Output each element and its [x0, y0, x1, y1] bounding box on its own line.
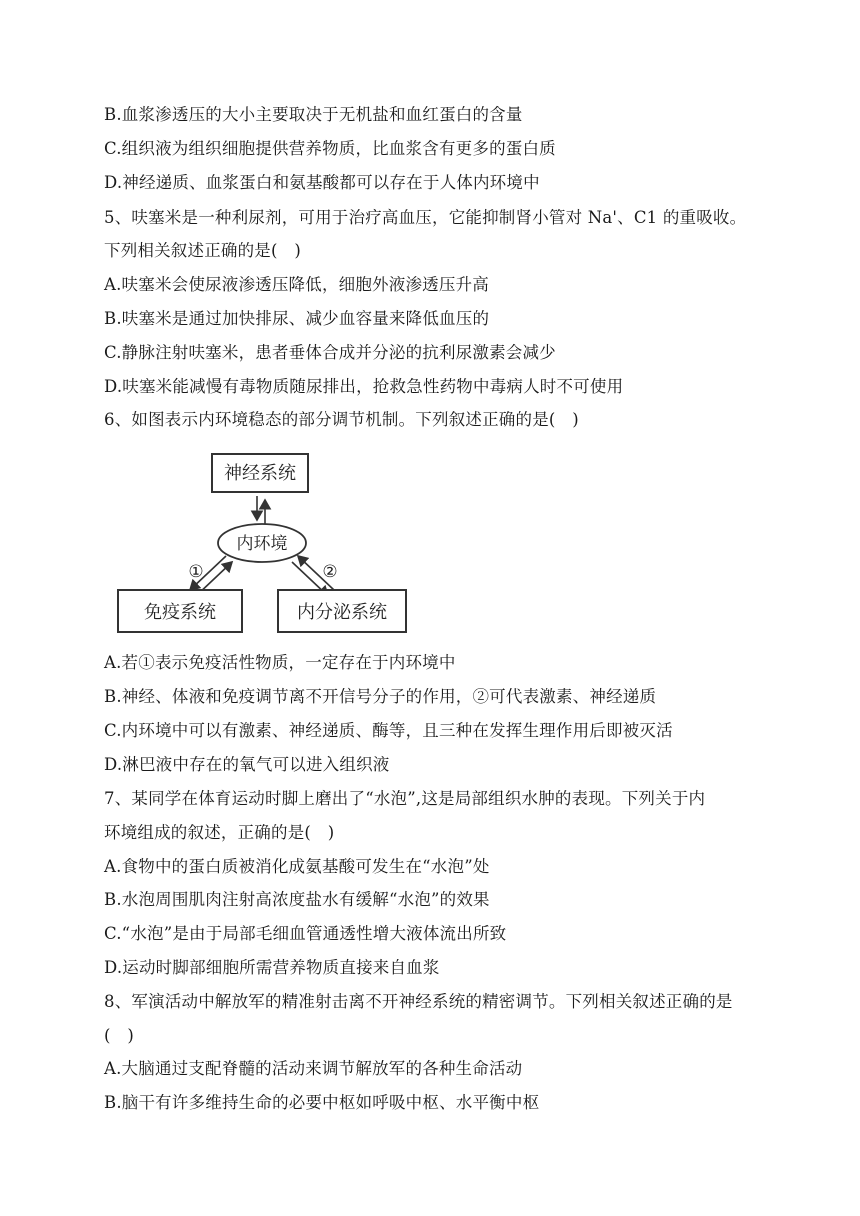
regulation-diagram — [112, 448, 412, 638]
q7-option-a: A.食物中的蛋白质被消化成氨基酸可发生在“水泡”处 — [104, 857, 490, 876]
q4-option-c: C.组织液为组织细胞提供营养物质，比血浆含有更多的蛋白质 — [104, 139, 556, 158]
q7-option-b: B.水泡周围肌肉注射高浓度盐水有缓解“水泡”的效果 — [104, 890, 490, 909]
q8-option-b: B.脑干有许多维持生命的必要中枢如呼吸中枢、水平衡中枢 — [104, 1093, 540, 1112]
q4-option-d: D.神经递质、血浆蛋白和氨基酸都可以存在于人体内环境中 — [104, 173, 540, 192]
q8-option-a: A.大脑通过支配脊髓的活动来调节解放军的各种生命活动 — [104, 1059, 523, 1078]
q4-option-b: B.血浆渗透压的大小主要取决于无机盐和血红蛋白的含量 — [104, 105, 523, 124]
q5-stem-line-2: 下列相关叙述正确的是( ) — [104, 241, 301, 260]
immune-system-box — [118, 590, 242, 632]
q6-option-a: A.若①表示免疫活性物质，一定存在于内环境中 — [104, 653, 456, 672]
q7-stem-line-1: 7、某同学在体育运动时脚上磨出了“水泡”,这是局部组织水肿的表现。下列关于内 — [104, 789, 706, 808]
q5-option-d: D.呋塞米能减慢有毒物质随尿排出，抢救急性药物中毒病人时不可使用 — [104, 377, 624, 396]
q7-option-d: D.运动时脚部细胞所需营养物质直接来自血浆 — [104, 958, 440, 977]
internal-environment-label: 内环境 — [236, 534, 288, 554]
endocrine-system-box — [278, 590, 406, 632]
nervous-system-label: 神经系统 — [224, 463, 296, 484]
q6-stem: 6、如图表示内环境稳态的部分调节机制。下列叙述正确的是( ) — [104, 410, 579, 429]
label-circled-1: ① — [188, 562, 204, 582]
q8-stem-line-1: 8、军演活动中解放军的精准射击离不开神经系统的精密调节。下列相关叙述正确的是 — [104, 992, 733, 1011]
nervous-system-box — [212, 454, 308, 492]
q7-stem-line-2: 环境组成的叙述，正确的是( ) — [104, 823, 335, 842]
q7-option-c: C.“水泡”是由于局部毛细血管通透性增大液体流出所致 — [104, 924, 507, 943]
endocrine-system-label: 内分泌系统 — [297, 602, 387, 623]
immune-system-label: 免疫系统 — [144, 602, 216, 623]
q5-option-c: C.静脉注射呋塞米，患者垂体合成并分泌的抗利尿激素会减少 — [104, 343, 556, 362]
q8-stem-line-2: ( ) — [104, 1026, 134, 1045]
q6-option-b: B.神经、体液和免疫调节离不开信号分子的作用，②可代表激素、神经递质 — [104, 687, 657, 706]
q5-option-a: A.呋塞米会使尿液渗透压降低，细胞外液渗透压升高 — [104, 275, 489, 294]
q6-option-d: D.淋巴液中存在的氧气可以进入组织液 — [104, 755, 390, 774]
q5-stem-line-1: 5、呋塞米是一种利尿剂，可用于治疗高血压，它能抑制肾小管对 Na'、C1 的重吸收。 — [104, 208, 747, 227]
internal-environment-ellipse — [218, 524, 306, 562]
nervous-internal-arrows — [257, 496, 265, 524]
q6-option-c: C.内环境中可以有激素、神经递质、酶等，且三种在发挥生理作用后即被灭活 — [104, 721, 673, 740]
q5-option-b: B.呋塞米是通过加快排尿、减少血容量来降低血压的 — [104, 309, 490, 328]
label-circled-2: ② — [322, 562, 338, 582]
